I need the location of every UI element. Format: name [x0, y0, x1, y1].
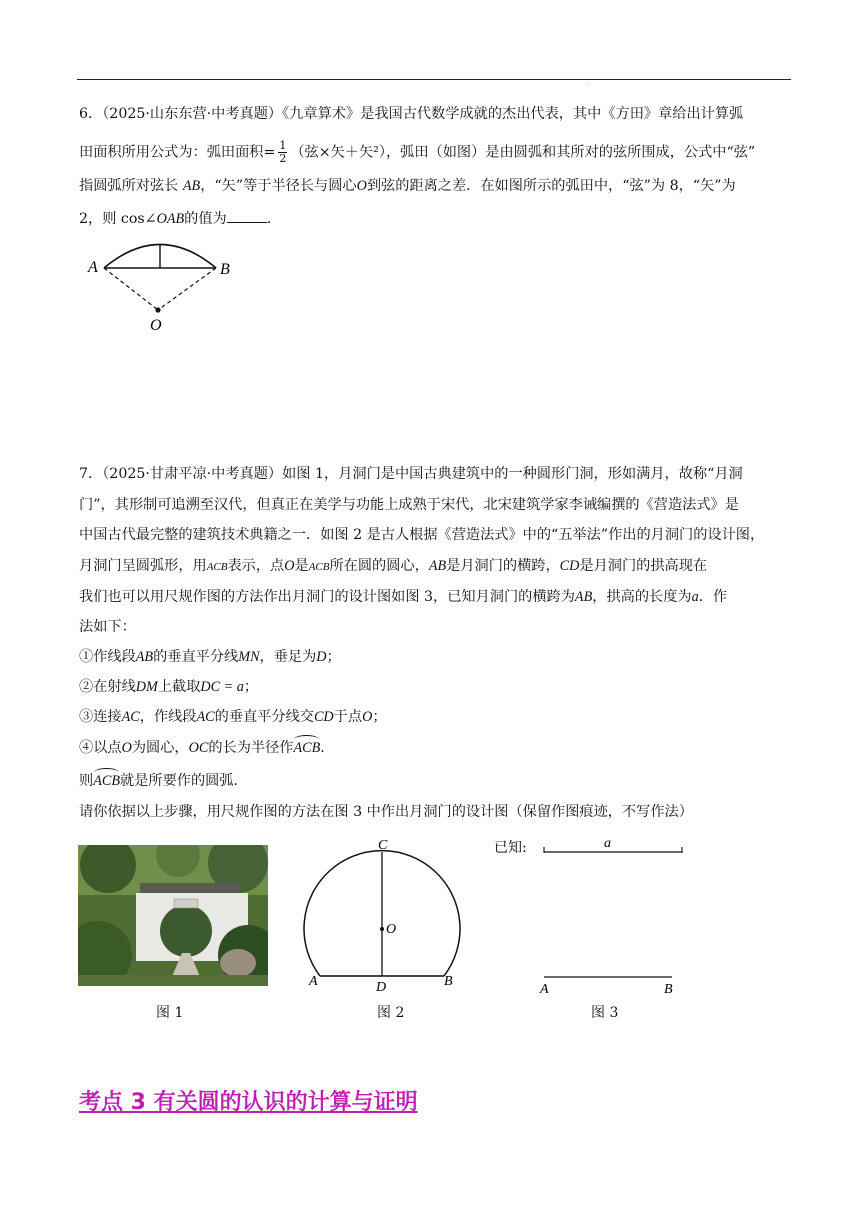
var-cd: CD [559, 558, 580, 574]
moon-gate-photo [78, 845, 268, 986]
label-c: C [378, 838, 388, 853]
var-mn: MN [238, 649, 260, 665]
radius-oa [104, 268, 158, 310]
q7-line5-b: ，拱高的长度为 [592, 589, 692, 605]
q7-line1: 7．（2025·甘肃平凉·中考真题）如图 1，月洞门是中国古典建筑中的一种圆形门洞，形如满月，故称“月洞 [79, 466, 743, 482]
q6-line2-b: （弦×矢＋矢²），弧田（如图）是由圆弧和其所对的弦所围成，公式中“弦” [290, 144, 756, 161]
var-ac: AC [196, 709, 215, 725]
half-fraction [278, 140, 287, 165]
var-d: D [316, 649, 327, 665]
var-cd: CD [313, 709, 334, 725]
label-b-point: B [664, 982, 673, 997]
q7-line4-f: 是月洞门的拱高现在 [579, 558, 708, 574]
step1-a: ①作线段 [79, 649, 136, 665]
construction-figure-3 [492, 832, 692, 997]
q6-line3-c: 到弦的距离之差．在如图所示的弧田中，“弦”为 8，“矢”为 [366, 178, 736, 194]
step3-c: 的垂直平分线交 [214, 709, 314, 725]
q7-line4-b: 表示，点 [227, 558, 285, 574]
var-ab: AB [135, 649, 154, 665]
step3-e: ； [372, 709, 387, 725]
caption-fig3: 图 3 [591, 1005, 619, 1021]
q7-line6: 法如下： [79, 619, 136, 635]
q6-line4-b: 的值为 [184, 211, 227, 227]
step2-b: 上截取 [157, 679, 201, 695]
frac-num: 1 [279, 139, 287, 152]
center-point [380, 927, 384, 931]
q6-line4 [79, 208, 281, 229]
var-ab: AB [182, 178, 201, 194]
var-dc-a: DC = a [200, 679, 244, 695]
caption-fig2: 图 2 [377, 1005, 405, 1021]
radius-ob [158, 268, 216, 310]
var-ab: AB [428, 558, 447, 574]
q7-line4-d: 所在圆的圆心， [329, 558, 429, 574]
caption-fig1: 图 1 [156, 1005, 184, 1021]
label-b: B [444, 974, 453, 989]
step1-d: ； [326, 649, 341, 665]
q7-line4-e: 是月洞门的横跨， [446, 558, 560, 574]
arc-acb: ACB [93, 773, 120, 789]
q7-line4-a: 月洞门呈圆弧形，用 [79, 558, 207, 574]
q7-line4-c: 是 [294, 558, 309, 574]
step4-d: ． [320, 740, 335, 756]
step-1 [79, 647, 341, 667]
var-ab: AB [574, 589, 593, 605]
label-a-point: A [540, 982, 549, 997]
answer-blank[interactable] [227, 208, 267, 223]
step4-c: 的长为半径作 [208, 740, 294, 756]
label-a: A [88, 259, 98, 276]
dot-mark: · [588, 82, 590, 89]
design-figure-2 [300, 832, 470, 997]
q6-line3-a: 指圆弧所对弦长 [79, 178, 179, 194]
q6-line3-b: ，“矢”等于半径长与圆心 [200, 178, 357, 194]
step-4 [79, 738, 334, 758]
q6-line3 [79, 176, 736, 196]
step3-a: ③连接 [79, 709, 122, 725]
q7-line5 [79, 587, 727, 607]
q6-line1: 6．（2025·山东东营·中考真题）《九章算术》是我国古代数学成就的杰出代表，其中《方田》章给出计算弧 [79, 106, 744, 122]
frac-den: 2 [279, 152, 287, 165]
section-heading[interactable]: 考点 3 有关圆的认识的计算与证明 [79, 1090, 418, 1115]
var-ac: AC [121, 709, 140, 725]
q7-line5-a: 我们也可以用尺规作图的方法作出月洞门的设计图如图 3，已知月洞门的横跨为 [79, 589, 575, 605]
label-a: A [309, 974, 318, 989]
var-dm: DM [135, 679, 158, 695]
known-label: 已知: [494, 840, 527, 856]
arc-acb: ACB [293, 740, 321, 756]
step3-b: ，作线段 [139, 709, 197, 725]
q6-line2-a: 田面积所用公式为：弧田面积 [79, 144, 264, 161]
step-2 [79, 677, 258, 697]
q6-line4-c: ． [266, 211, 281, 227]
var-oab: OAB [156, 211, 185, 227]
var-a: a [691, 589, 699, 605]
label-a-length: a [604, 836, 611, 851]
conclusion [79, 771, 248, 791]
q7-line3: 中国古代最完整的建筑技术典籍之一．如图 2 是古人根据《营造法式》中的“五举法”作出的月洞门的设计图， [79, 527, 765, 543]
step4-b: 为圆心， [131, 740, 189, 756]
var-acb: ACB [308, 561, 330, 573]
var-oc: OC [188, 740, 209, 756]
step2-c: ； [243, 679, 259, 695]
arc-field-figure [80, 235, 240, 340]
step2-a: ②在射线 [79, 679, 136, 695]
label-o: O [150, 317, 162, 334]
conc-a: 则 [79, 773, 94, 789]
step1-c: ，垂足为 [259, 649, 317, 665]
label-o: O [386, 922, 397, 937]
q7-line5-c: ．作 [698, 589, 728, 605]
step4-a: ④以点 [79, 740, 122, 756]
q6-line2 [79, 140, 755, 165]
center-o-point [155, 307, 160, 312]
var-o: O [356, 178, 367, 194]
q6-eq: = [263, 144, 276, 161]
conc-b: 就是所要作的圆弧． [120, 773, 248, 789]
step-3 [79, 707, 387, 727]
var-o: O [362, 709, 373, 725]
moon-gate-image [78, 845, 268, 986]
step3-d: 于点 [333, 709, 363, 725]
step1-b: 的垂直平分线 [153, 649, 239, 665]
q7-line2: 门”，其形制可追溯至汉代，但真正在美学与功能上成熟于宋代，北宋建筑学家李诫编撰的《营造法式》是 [79, 497, 739, 513]
var-acb: ACB [206, 561, 228, 573]
var-o: O [284, 558, 295, 574]
label-b: B [220, 261, 230, 278]
request: 请你依据以上步骤，用尺规作图的方法在图 3 中作出月洞门的设计图（保留作图痕迹，不写作法） [79, 804, 693, 820]
q6-line4-a: 2，则 cos∠ [79, 211, 157, 227]
header-rule [77, 79, 791, 80]
var-o: O [121, 740, 132, 756]
q7-line4 [79, 556, 707, 577]
label-d: D [376, 980, 387, 995]
